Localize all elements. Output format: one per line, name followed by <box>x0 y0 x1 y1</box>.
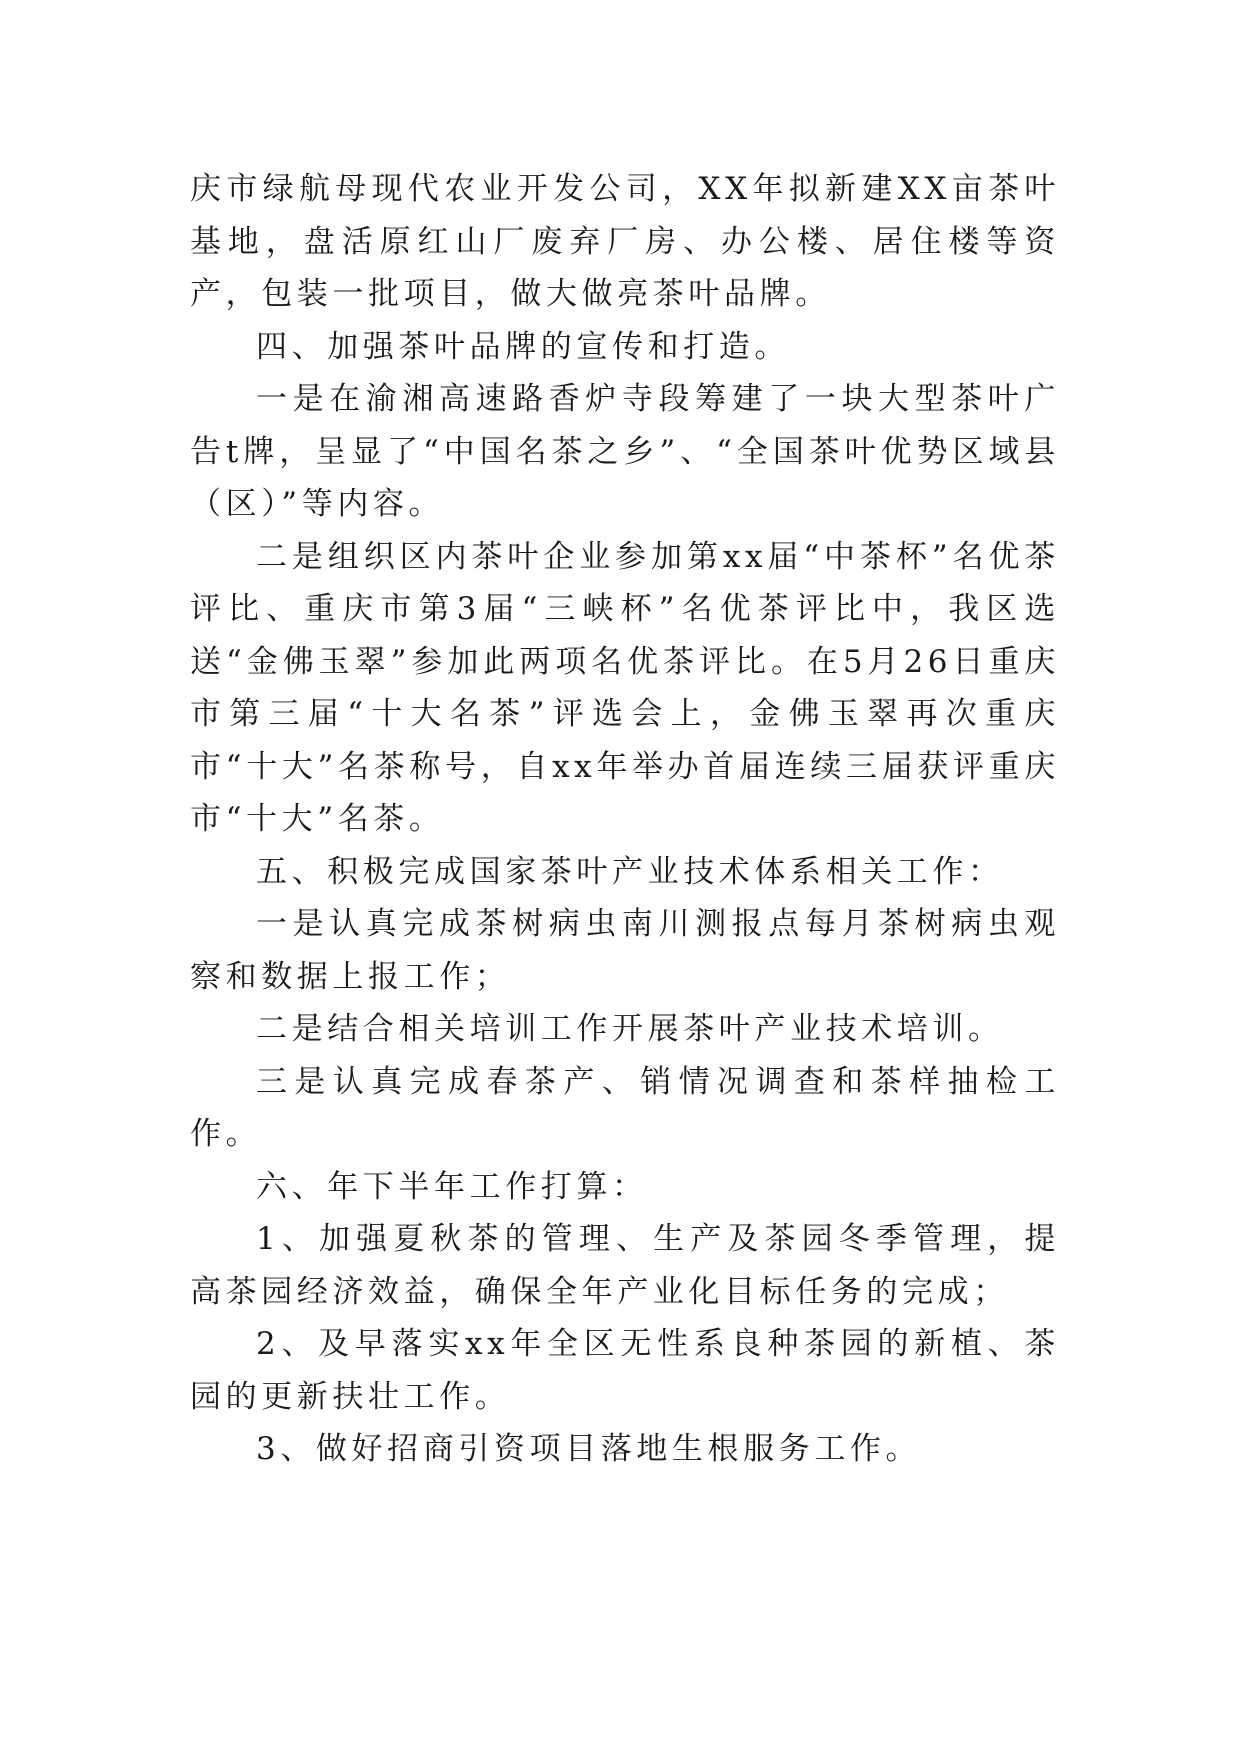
paragraph-tea-competitions: 二是组织区内茶叶企业参加第xx届“中茶杯”名优茶评比、重庆市第3届“三峡杯”名优茶评比中，我区选送“金佛玉翠”参加此两项名优茶评比。在5月26日重庆市第三届“十大名茶”评选会上，金佛玉翠再次重庆市“十大”名茶称号，自xx年举办首届连续三届获评重庆市“十大”名茶。 <box>190 538 1060 837</box>
plan-item-2: 2、及早落实xx年全区无性系良种茶园的新植、茶园的更新扶壮工作。 <box>190 1326 1060 1415</box>
plan-item-3: 3、做好招商引资项目落地生根服务工作。 <box>256 1431 922 1467</box>
paragraph-tech-training: 二是结合相关培训工作开展茶叶产业技术培训。 <box>256 1011 1004 1047</box>
paragraph-spring-tea-survey: 三是认真完成春茶产、销情况调查和茶样抽检工作。 <box>190 1063 1060 1152</box>
section-heading-tech-system: 五、积极完成国家茶叶产业技术体系相关工作： <box>256 853 1004 890</box>
paragraph-pest-monitoring: 一是认真完成茶树病虫南川测报点每月茶树病虫观察和数据上报工作； <box>190 906 1060 995</box>
section-heading-second-half-plan: 六、年下半年工作打算： <box>256 1168 648 1205</box>
paragraph-billboard: 一是在渝湘高速路香炉寺段筹建了一块大型茶叶广告t牌，呈显了“中国名茶之乡”、“全国茶叶优势区域县（区）”等内容。 <box>190 381 1060 522</box>
paragraph-project-continuation: 庆市绿航母现代农业开发公司，XX年拟新建XX亩茶叶基地，盘活原红山厂废弃厂房、办公楼、居住楼等资产，包装一批项目，做大做亮茶叶品牌。 <box>190 171 1060 312</box>
plan-item-1: 1、加强夏秋茶的管理、生产及茶园冬季管理，提高茶园经济效益，确保全年产业化目标任务的完成； <box>190 1221 1060 1310</box>
section-heading-brand-promotion: 四、加强茶叶品牌的宣传和打造。 <box>256 328 790 365</box>
document-body <box>190 163 1060 1476</box>
